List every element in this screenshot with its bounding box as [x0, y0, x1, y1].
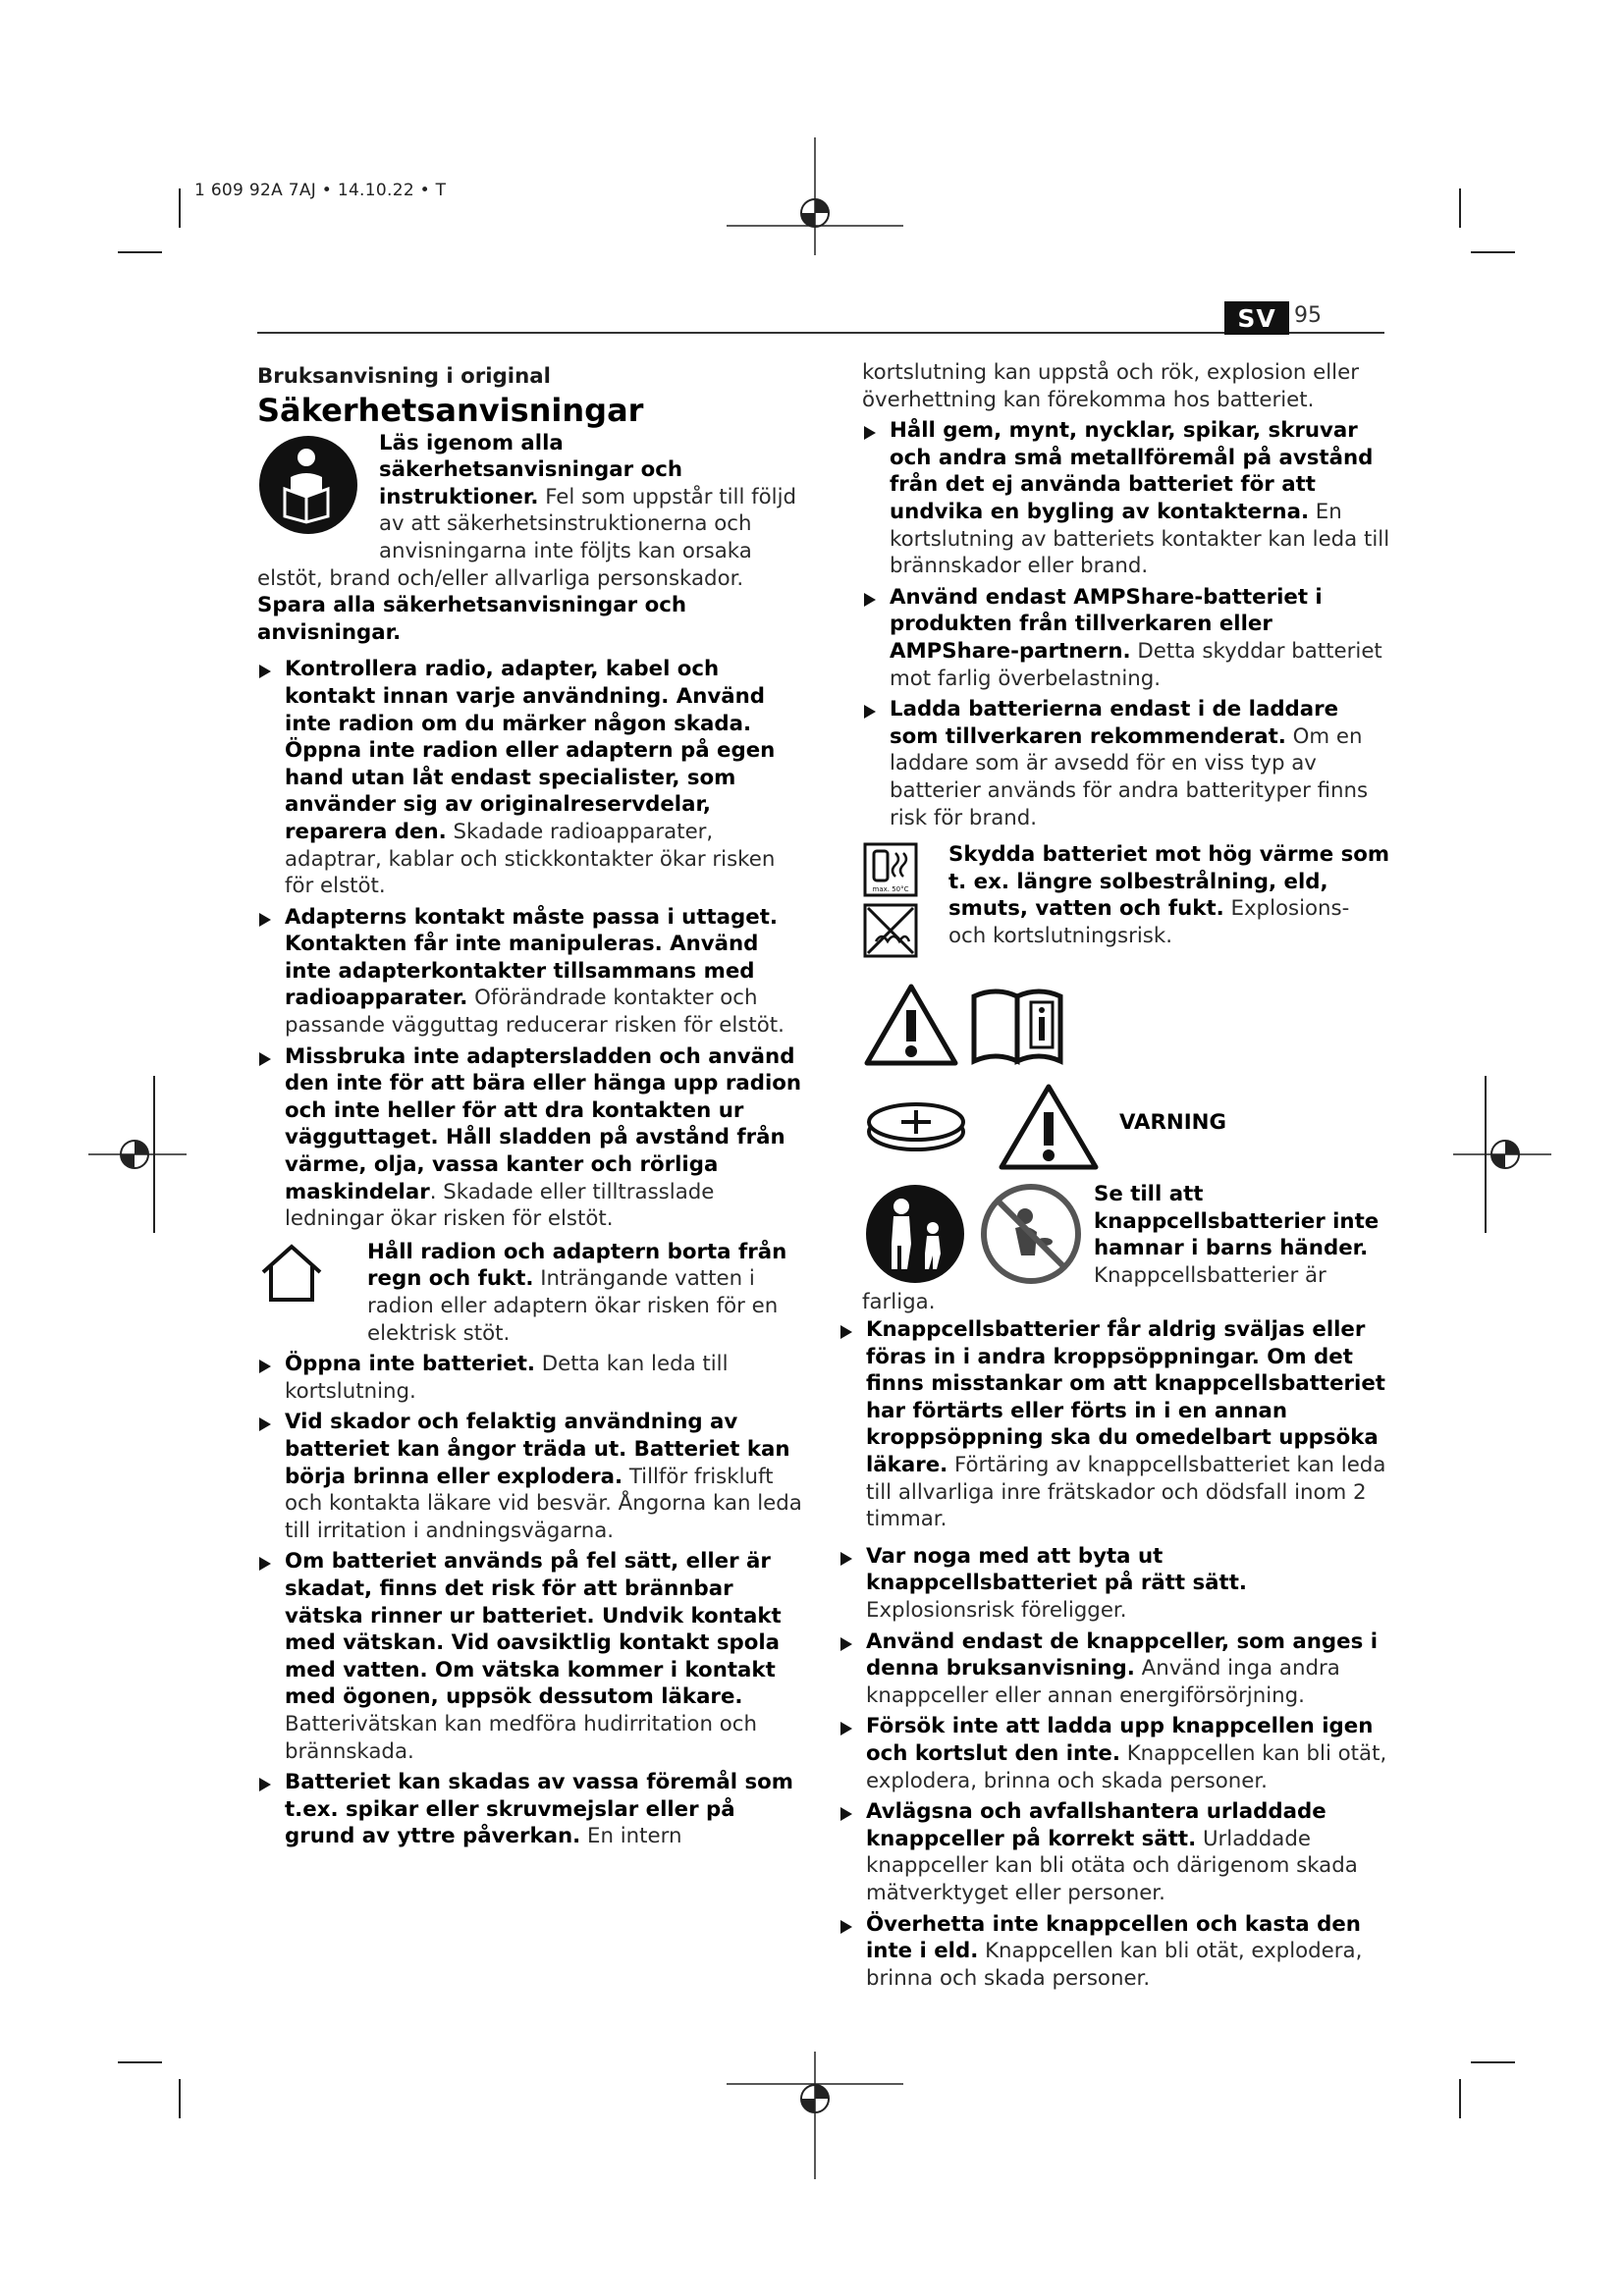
bullet-arrow-icon [259, 1360, 271, 1373]
continuation-text: kortslutning kan uppstå och rök, explosion eller överhettning kan förekomma hos batteriet. [862, 360, 1359, 412]
heat-icons [862, 841, 948, 959]
item-text: Detta skyddar batteriet mot farlig överbelastning. [890, 638, 1382, 691]
item-bold: Använd endast AMPShare-batteriet i produkten från tillverkaren eller AMPShare-partnern. [890, 584, 1323, 664]
bullet-arrow-icon [840, 1920, 852, 1934]
item-bold: Om batteriet används på fel sätt, eller är skadat, finns det risk för att brännbar vätska rinner ur batteriet. Undvik kontakt med vätskan. Vid oavsiktlig kontakt spola med vatten. Om vätska kommer i kontakt med ögonen, uppsök dessutom läkare. [285, 1549, 782, 1710]
item-text: Skadade radioapparater, adaptrar, kablar och stickkontakter ökar risken för elstöt. [285, 819, 776, 899]
bullet-arrow-icon [259, 1417, 271, 1431]
warning-symbols-row [862, 981, 1392, 1067]
item-bold: Avlägsna och avfallshantera urladdade knappceller på korrekt sätt. [866, 1799, 1326, 1851]
list-item [257, 1043, 802, 1233]
item-bold: Håll gem, mynt, nycklar, spikar, skruvar och andra små metallföremål på avstånd från det ej använda batteriet för att undvika en bygling av kontakterna. [890, 418, 1374, 524]
bullet-arrow-icon [864, 593, 876, 607]
crosshair-top-icon [727, 137, 903, 334]
item-text: Om en laddare som är avsedd för en viss typ av batterier används för andra batterityper finns risk för brand. [890, 723, 1369, 830]
item-text: Batterivätskan kan medföra hudirritation och brännskada. [285, 1711, 757, 1764]
heat-icon-label: max. 50°C [872, 885, 909, 894]
crosshair-bottom-icon [727, 2042, 903, 2189]
button-cell-warning-row [862, 1081, 1392, 1171]
bullet-arrow-icon [840, 1722, 852, 1735]
page-title: Säkerhetsanvisningar [257, 391, 644, 429]
crosshair-right-icon [1453, 1119, 1551, 1198]
warning-label: VARNING [1119, 1110, 1226, 1136]
children-bold: Se till att knappcellsbatterier inte hamnar i barns händer. [1094, 1182, 1380, 1261]
bullet-arrow-icon [259, 1557, 271, 1571]
children-warning-block [862, 1181, 1392, 1316]
bullet-arrow-icon [840, 1807, 852, 1821]
list-item [257, 1769, 802, 1850]
bullet-arrow-icon [840, 1637, 852, 1651]
children-icons [862, 1181, 1084, 1287]
item-bold: Var noga med att byta ut knappcellsbatteriet på rätt sätt. [866, 1543, 1247, 1596]
rain-bold: Håll radion och adaptern borta från regn och fukt. [367, 1239, 787, 1292]
item-bold: Använd endast de knappceller, som anges i denna bruksanvisning. [866, 1629, 1379, 1682]
bullet-arrow-icon [259, 913, 271, 927]
heat-limit-icon [862, 841, 919, 898]
page-number: 95 [1294, 303, 1322, 328]
item-text: Använd inga andra knappceller eller annan energiförsörjning. [866, 1656, 1340, 1708]
item-text: . Skadade eller tilltrasslade ledningar ökar risken för elstöt. [285, 1179, 715, 1232]
heat-warning-block [862, 841, 1392, 959]
heat-text: Explosions- och kortslutningsrisk. [948, 896, 1350, 948]
warning-triangle-icon [996, 1081, 1102, 1171]
right-column [862, 359, 1392, 1996]
read-instructions-block [257, 430, 802, 593]
intro-text: Fel som uppstår till följd av att säkerhetsinstruktionerna och anvisningarna inte följts kan orsaka elstöt, brand och/eller allvarliga personskador. [257, 484, 797, 591]
list-item [839, 1798, 1392, 1906]
print-code: 1 609 92A 7AJ • 14.10.22 • T [194, 181, 447, 200]
item-text: En kortslutning av batteriets kontakter kan leda till brännskador eller brand. [890, 499, 1390, 579]
item-text: En intern [580, 1824, 682, 1849]
item-text: Urladdade knappceller kan bli otäta och därigenom skada mätverktyget eller personer. [866, 1826, 1358, 1905]
bullet-arrow-icon [259, 665, 271, 678]
item-text: Explosionsrisk föreligger. [866, 1598, 1127, 1623]
item-bold: Öppna inte batteriet. [285, 1352, 535, 1377]
crosshair-left-icon [88, 1119, 187, 1198]
item-bold: Knappcellsbatterier får aldrig sväljas eller föras in i andra kroppsöppningar. Om det finns misstankar om att knappcellsbatteriet har förtärts eller förts in i en annan kroppsöppning ska du omedelbart uppsöka läkare. [866, 1317, 1385, 1478]
bullet-arrow-icon [840, 1325, 852, 1339]
children-text: Knappcellsbatterier är farliga. [862, 1262, 1326, 1315]
save-note: Spara alla säkerhetsanvisningar och anvisningar. [257, 593, 687, 645]
list-item [257, 656, 802, 899]
item-text: Detta kan leda till kortslutning. [285, 1352, 729, 1404]
item-text: Knappcellen kan bli otät, explodera, brinna och skada personer. [866, 1939, 1363, 1991]
warning-triangle-icon [862, 981, 960, 1067]
list-item [839, 1713, 1392, 1794]
original-instructions-heading: Bruksanvisning i original [257, 364, 551, 389]
list-item [257, 904, 802, 1040]
left-column [257, 363, 802, 1854]
bullet-arrow-icon [840, 1552, 852, 1566]
list-item [839, 1911, 1392, 1993]
header-rule [257, 332, 1384, 334]
item-text: Tillför friskluft och kontakta läkare vid besvär. Ångorna kan leda till irritation i andningsvägarna. [285, 1464, 802, 1543]
bullet-arrow-icon [259, 1778, 271, 1791]
item-text: Knappcellen kan bli otät, explodera, brinna och skada personer. [866, 1740, 1387, 1793]
list-item [862, 417, 1392, 580]
bullet-arrow-icon [864, 426, 876, 440]
rain-text: Inträngande vatten i radion eller adaptern ökar risken för en elektrisk stöt. [367, 1266, 779, 1346]
read-manual-icon [257, 432, 367, 538]
item-bold: Vid skador och felaktig användning av batteriet kan ångor träda ut. Batteriet kan börja brinna eller explodera. [285, 1410, 790, 1489]
list-item [862, 696, 1392, 831]
list-item [839, 1629, 1392, 1710]
no-swallow-battery-icon [978, 1181, 1084, 1287]
list-item [257, 1351, 802, 1405]
list-item [257, 1409, 802, 1544]
button-cell-battery-icon [862, 1096, 970, 1155]
item-bold: Batteriet kan skadas av vassa föremål som t.ex. spikar eller skruvmejslar eller på grund av yttre påverkan. [285, 1770, 793, 1849]
intro-bold: Läs igenom alla säkerhetsanvisningar och instruktioner. [379, 430, 683, 509]
rain-warning-block [257, 1239, 802, 1347]
bullet-arrow-icon [259, 1052, 271, 1066]
list-item [839, 1316, 1392, 1533]
item-bold: Missbruka inte adaptersladden och använd den inte för att bära eller hänga upp radion och inte heller för att dra kontakten ur vägguttaget. Håll sladden på avstånd från värme, olja, vassa kanter och rörliga maskindelar [285, 1043, 802, 1204]
indoor-only-house-icon [257, 1241, 326, 1306]
list-item [257, 1548, 802, 1765]
item-bold: Överhetta inte knappcellen och kasta den inte i eld. [866, 1911, 1361, 1964]
item-bold: Kontrollera radio, adapter, kabel och kontakt innan varje användning. Använd inte radion om du märker någon skada. Öppna inte radion eller adaptern på egen hand utan låt endast specialister, som använder sig av originalreservdelar, reparera den. [285, 657, 776, 844]
bullet-arrow-icon [864, 705, 876, 719]
item-text: Förtäring av knappcellsbatteriet kan leda till allvarliga inre frätskador och dödsfall inom 2 timmar. [866, 1453, 1386, 1532]
list-item [862, 584, 1392, 692]
list-item [839, 1543, 1392, 1625]
keep-away-from-children-icon [862, 1181, 968, 1287]
item-bold: Ladda batterierna endast i de laddare som tillverkaren rekommenderat. [890, 697, 1339, 749]
heat-bold: Skydda batteriet mot hög värme som t. ex. längre solbestrålning, eld, smuts, vatten och fukt. [948, 842, 1390, 922]
item-text: Oförändrade kontakter och passande vägguttag reducerar risken för elstöt. [285, 986, 785, 1039]
no-water-dirt-icon [862, 902, 919, 959]
read-manual-book-icon [968, 981, 1066, 1067]
language-badge: SV [1224, 301, 1289, 335]
item-bold: Adapterns kontakt måste passa i uttaget. Kontakten får inte manipuleras. Använd inte adapterkontakter tillsammans med radioapparater. [285, 904, 779, 1011]
item-bold: Försök inte att ladda upp knappcellen igen och kortslut den inte. [866, 1714, 1374, 1766]
